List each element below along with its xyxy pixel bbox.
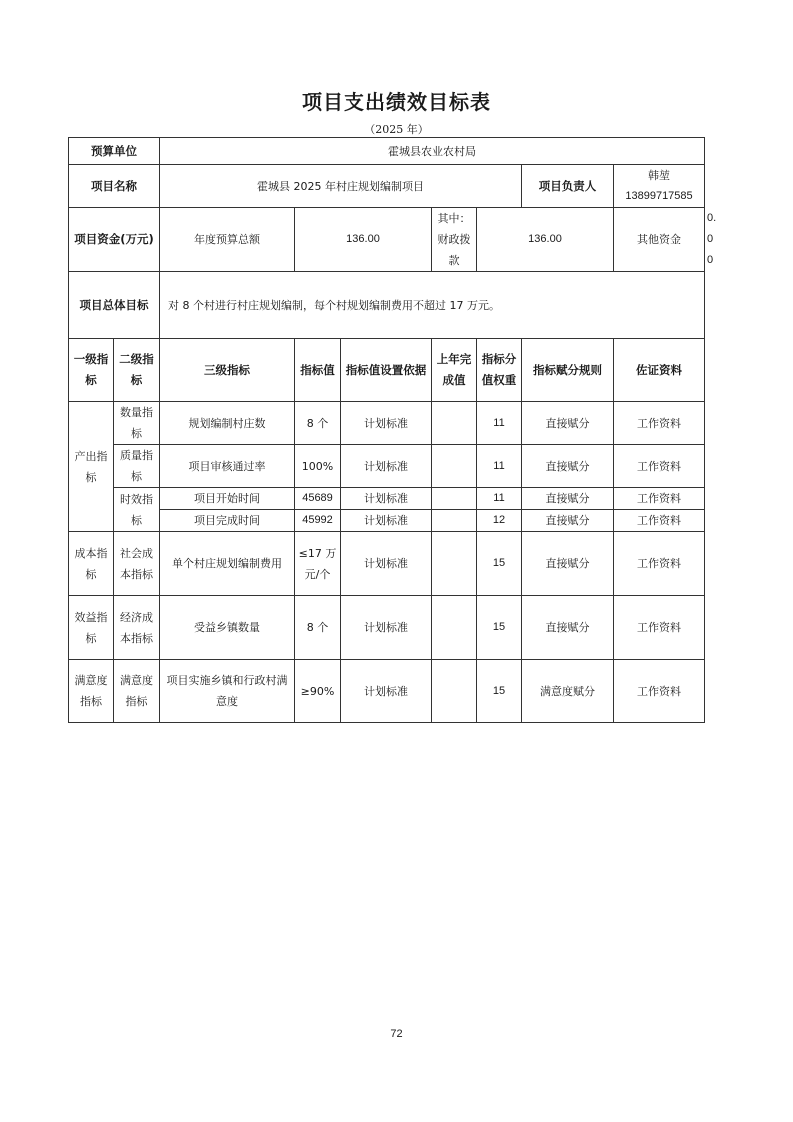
l1-cell: 效益指标	[69, 596, 114, 660]
rule-cell: 直接赋分	[522, 402, 614, 445]
header-l1: 一级指标	[69, 339, 114, 402]
table-row	[69, 510, 705, 532]
funds-label: 项目资金(万元)	[69, 208, 160, 272]
evidence-cell: 工作资料	[614, 596, 705, 660]
owner-cell	[614, 165, 705, 208]
year-label: （2025 年）	[364, 123, 429, 136]
fiscal-label: 其中：财政拨款	[432, 208, 477, 272]
evidence-cell: 工作资料	[614, 445, 705, 488]
basis-cell: 计划标准	[341, 510, 432, 532]
header-last: 上年完成值	[432, 339, 477, 402]
fiscal-value: 136.00	[477, 208, 614, 272]
table-row	[69, 402, 705, 445]
l1-cell: 满意度指标	[69, 660, 114, 723]
project-row	[69, 165, 705, 208]
last-cell	[432, 488, 477, 510]
performance-table	[68, 137, 717, 723]
rule-cell: 直接赋分	[522, 445, 614, 488]
table-row	[69, 596, 705, 660]
table-row	[69, 660, 705, 723]
l1-cell: 产出指标	[69, 402, 114, 532]
weight-cell: 12	[477, 510, 522, 532]
header-row	[69, 339, 705, 402]
page-title: 项目支出绩效目标表	[302, 90, 491, 114]
basis-cell: 计划标准	[341, 532, 432, 596]
owner-name: 韩堃	[648, 169, 671, 182]
project-name-value: 霍城县 2025 年村庄规划编制项目	[160, 165, 522, 208]
table-row	[69, 532, 705, 596]
l3-cell: 项目完成时间	[160, 510, 295, 532]
last-cell	[432, 510, 477, 532]
basis-cell: 计划标准	[341, 596, 432, 660]
annual-budget-value: 136.00	[295, 208, 432, 272]
basis-cell: 计划标准	[341, 402, 432, 445]
annual-budget-label: 年度预算总额	[160, 208, 295, 272]
table-row	[69, 488, 705, 510]
header-l3: 三级指标	[160, 339, 295, 402]
unit-row	[69, 138, 705, 165]
l3-cell: 单个村庄规划编制费用	[160, 532, 295, 596]
last-cell	[432, 445, 477, 488]
l2-cell: 数量指标	[114, 402, 160, 445]
value-cell: ≤17 万元/个	[295, 532, 341, 596]
basis-cell: 计划标准	[341, 445, 432, 488]
goal-row	[69, 272, 705, 339]
last-cell	[432, 532, 477, 596]
l2-cell: 质量指标	[114, 445, 160, 488]
evidence-cell: 工作资料	[614, 510, 705, 532]
evidence-cell: 工作资料	[614, 488, 705, 510]
header-weight: 指标分值权重	[477, 339, 522, 402]
value-cell: 45992	[295, 510, 341, 532]
l3-cell: 项目开始时间	[160, 488, 295, 510]
value-cell: 8 个	[295, 596, 341, 660]
evidence-cell: 工作资料	[614, 660, 705, 723]
weight-cell: 11	[477, 488, 522, 510]
value-cell: ≥90%	[295, 660, 341, 723]
value-cell: 8 个	[295, 402, 341, 445]
l3-cell: 项目审核通过率	[160, 445, 295, 488]
l2-cell: 经济成本指标	[114, 596, 160, 660]
rule-cell: 满意度赋分	[522, 660, 614, 723]
l3-cell: 规划编制村庄数	[160, 402, 295, 445]
header-evidence: 佐证资料	[614, 339, 705, 402]
basis-cell: 计划标准	[341, 488, 432, 510]
last-cell	[432, 596, 477, 660]
value-cell: 100%	[295, 445, 341, 488]
goal-label: 项目总体目标	[69, 272, 160, 339]
l3-cell: 受益乡镇数量	[160, 596, 295, 660]
l2-cell: 社会成本指标	[114, 532, 160, 596]
funds-row: 项目资金(万元) 年度预算总额 136.00 其中：财政拨款 136.00 其他资金 0.00	[69, 208, 705, 272]
last-cell	[432, 660, 477, 723]
page-number: 72	[390, 1028, 403, 1040]
weight-cell: 15	[477, 596, 522, 660]
header-value: 指标值	[295, 339, 341, 402]
weight-cell: 15	[477, 532, 522, 596]
weight-cell: 11	[477, 402, 522, 445]
evidence-cell: 工作资料	[614, 532, 705, 596]
evidence-cell: 工作资料	[614, 402, 705, 445]
l3-cell: 项目实施乡镇和行政村满意度	[160, 660, 295, 723]
l2-cell: 时效指标	[114, 488, 160, 532]
basis-cell: 计划标准	[341, 660, 432, 723]
unit-value: 霍城县农业农村局	[160, 138, 705, 165]
weight-cell: 11	[477, 445, 522, 488]
weight-cell: 15	[477, 660, 522, 723]
header-basis: 指标值设置依据	[341, 339, 432, 402]
last-cell	[432, 402, 477, 445]
rule-cell: 直接赋分	[522, 532, 614, 596]
value-cell: 45689	[295, 488, 341, 510]
other-funds-label: 其他资金	[637, 233, 682, 246]
owner-label: 项目负责人	[522, 165, 614, 208]
unit-label: 预算单位	[69, 138, 160, 165]
rule-cell: 直接赋分	[522, 510, 614, 532]
other-funds-cell	[614, 208, 705, 272]
owner-phone: 13899717585	[625, 190, 693, 202]
rule-cell: 直接赋分	[522, 488, 614, 510]
rule-cell: 直接赋分	[522, 596, 614, 660]
project-name-label: 项目名称	[69, 165, 160, 208]
header-rule: 指标赋分规则	[522, 339, 614, 402]
l1-cell: 成本指标	[69, 532, 114, 596]
l2-cell: 满意度指标	[114, 660, 160, 723]
header-l2: 二级指标	[114, 339, 160, 402]
goal-value: 对 8 个村进行村庄规划编制，每个村规划编制费用不超过 17 万元。	[160, 272, 705, 339]
table-row	[69, 445, 705, 488]
